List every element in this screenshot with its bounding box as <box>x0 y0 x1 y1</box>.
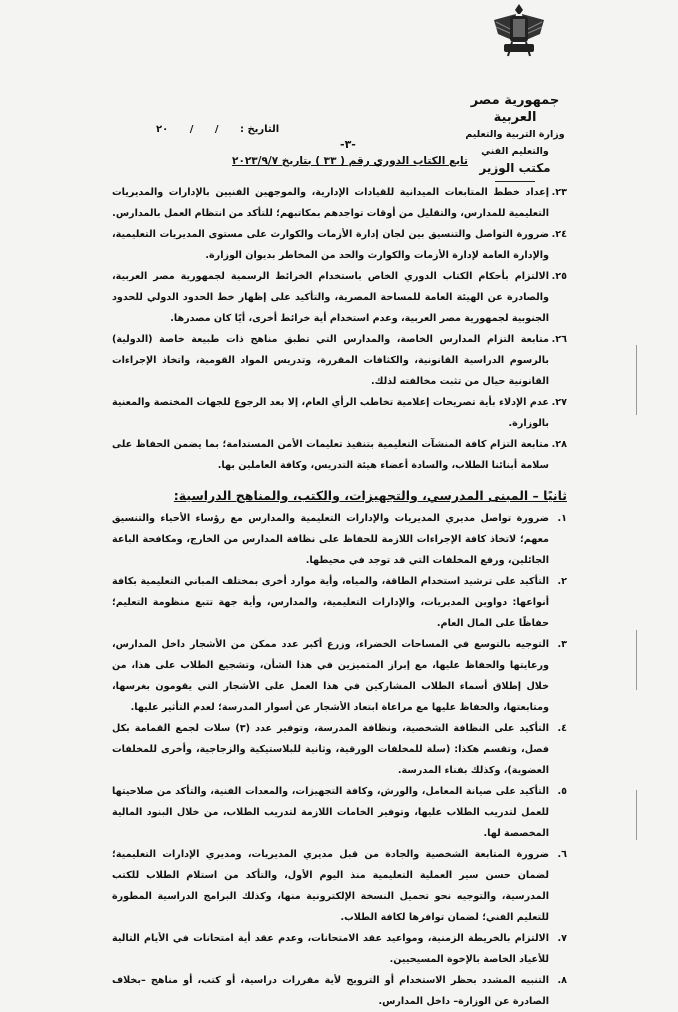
list-item-text: التأكيد على النظافة الشخصية، ونظافة المدرسة، وتوفير عدد (٣) سلات لجمع القمامة بكل فصل، وتقسم هكذا: (سلة للمخلفات الورقية، وثانية للبلاستيكية والزجاجية، وأخرى للمخلفات العضوية)، وكذلك بفناء المدرسة. <box>112 723 549 776</box>
list-item-number: ٢٧. <box>551 397 567 408</box>
list-item-number: ٥. <box>557 786 567 797</box>
list-item-number: ٣. <box>557 639 567 650</box>
list-item-text: التوجيه بالتوسع في المساحات الخضراء، وزرع أكبر عدد ممكن من الأشجار داخل المدارس، ورعايتها والحفاظ عليها، مع إبراز المتميزين في هذا الشأن، وتشجيع الطلاب على هذا، من خلال إطلاق أسماء الطلاب المشاركين في هذا العمل على الأشجار التي يقومون بغرسها، ومتابعتها، والحفاظ عليها مع مراعاة ابتعاد الأشجار عن أسوار المدرسة؛ لعدم التأثير عليها. <box>112 639 549 713</box>
date-line <box>138 124 279 135</box>
list-item-number: ٦. <box>557 849 567 860</box>
date-year: ٢٠ <box>156 124 169 135</box>
list-item-number: ٢٦. <box>551 334 567 345</box>
date-sep-1: / <box>214 124 219 135</box>
document-subtitle: تابع الكتاب الدوري رقم ( ٣٣ ) بتاريخ ٢٠٢٣/٩/٧ <box>232 155 468 167</box>
list-item-text: متابعة التزام المدارس الخاصة، والمدارس التي تطبق مناهج ذات طبيعة خاصة (الدولية) بالرسوم الدراسية القانونية، والكثافات المقررة، وتدريس المواد القومية، واتخاذ الإجراءات القانونية حيال من تثبت مخالفته لذلك. <box>112 334 549 387</box>
list-item-text: التنبيه المشدد بحظر الاستخدام أو الترويج لأية مقررات دراسية، أو كتب، أو مناهج –بخلاف الصادرة عن الوزارة– داخل المدارس. <box>112 975 549 1007</box>
letterhead <box>455 92 575 182</box>
list-item-number: ٧. <box>557 933 567 944</box>
list-item-text: التأكيد على صيانة المعامل، والورش، وكافة التجهيزات، والمعدات الفنية، والتأكد من صلاحيتها للعمل لتدريب الطلاب عليها، وتوفير الخامات اللازمة لتدريب الطلاب، من خلال البنود المالية المخصصة لها. <box>112 786 549 839</box>
list-item-text: التأكيد على ترشيد استخدام الطاقة، والمياه، وأية موارد أخرى بمختلف المباني التعليمية بكافة أنواعها: دواوين المديريات، والإدارات التعليمية، والمدارس، وأية جهة تتبع منظومة التعليم؛ حفاظًا على المال العام. <box>112 576 549 629</box>
list-item <box>112 718 567 781</box>
date-sep-2: / <box>189 124 194 135</box>
items-part-1 <box>112 182 567 476</box>
list-item-number: ٢. <box>557 576 567 587</box>
section-heading: ثانيًا – المبنى المدرسي، والتجهيزات، والكتب، والمناهج الدراسية: <box>173 488 567 503</box>
list-item <box>112 434 567 476</box>
list-item-number: ٢٣. <box>551 187 567 198</box>
page-number: -٣- <box>340 138 356 151</box>
list-item-number: ٢٥. <box>551 271 567 282</box>
list-item-text: ضرورة التواصل والتنسيق بين لجان إدارة الأزمات والكوارث على مستوى المديريات التعليمية، والإدارة العامة لإدارة الأزمات والكوارث والحد من المخاطر بديوان الوزارة. <box>112 229 549 261</box>
list-item-text: الالتزام بالخريطة الزمنية، ومواعيد عقد الامتحانات، وعدم عقد أية امتحانات في الأيام التالية للأعياد الخاصة بالإخوة المسيحيين. <box>112 933 549 965</box>
list-item <box>112 970 567 1012</box>
list-item-text: الالتزام بأحكام الكتاب الدوري الخاص باستخدام الخرائط الرسمية لجمهورية مصر العربية، والصادرة عن الهيئة العامة للمساحة المصرية، والتأكيد على إظهار خط الحدود الدولي للحدود الجنوبية لجمهورية مصر العربية، وعدم استخدام أية خرائط أخرى، أيًا كان مصدرها. <box>112 271 549 324</box>
document-body <box>112 182 567 1012</box>
letterhead-country: جمهورية مصر العربية <box>470 93 560 125</box>
list-item <box>112 224 567 266</box>
list-item <box>112 571 567 634</box>
list-item <box>112 781 567 844</box>
scan-margin-mark <box>636 630 637 690</box>
list-item <box>112 182 567 224</box>
list-item <box>112 634 567 718</box>
egypt-eagle-emblem-icon <box>490 0 548 62</box>
letterhead-ministry: وزارة التربية والتعليم والتعليم الفني <box>465 129 565 157</box>
letterhead-office: مكتب الوزير <box>479 161 551 175</box>
list-item <box>112 508 567 571</box>
list-item <box>112 928 567 970</box>
list-item <box>112 329 567 392</box>
list-item <box>112 844 567 928</box>
scan-margin-mark <box>636 790 637 840</box>
scan-margin-mark <box>636 345 637 415</box>
list-item-text: متابعة التزام كافة المنشآت التعليمية بتنفيذ تعليمات الأمن المستدامة؛ بما يضمن الحفاظ على سلامة أبنائنا الطلاب، والسادة أعضاء هيئة التدريس، وكافة العاملين بها. <box>112 439 549 471</box>
list-item-number: ١. <box>557 513 567 524</box>
list-item-text: إعداد خطط المتابعات الميدانية للقيادات الإدارية، والموجهين الفنيين بالإدارات والمديريات التعليمية للمدارس، والتقليل من أوقات تواجدهم بمكاتبهم؛ للتأكد من انتظام العمل بالمدارس. <box>112 187 549 219</box>
list-item-text: ضرورة تواصل مديري المديريات والإدارات التعليمية والمدارس مع رؤساء الأحياء والتنسيق معهم؛ لاتخاذ كافة الإجراءات اللازمة للحفاظ على نظافة المدارس من الخارج، ومكافحة الباعة الجائلين، ورفع المخلفات التي قد توجد في محيطها. <box>112 513 549 566</box>
items-part-2 <box>112 508 567 1012</box>
list-item-number: ٨. <box>557 975 567 986</box>
list-item-number: ٢٨. <box>551 439 567 450</box>
list-item-text: عدم الإدلاء بأية تصريحات إعلامية تخاطب الرأي العام، إلا بعد الرجوع للجهات المختصة والمعنية بالوزارة. <box>112 397 549 429</box>
list-item <box>112 266 567 329</box>
list-item-text: ضرورة المتابعة الشخصية والجادة من قبل مديري المديريات، ومديري الإدارات التعليمية؛ لضمان حسن سير العملية التعليمية منذ اليوم الأول، والتأكد من استلام الطلاب للكتب المدرسية، والتوجيه نحو تحميل النسخة الإلكترونية منها، وكذلك البرامج الدراسية المطورة للتعليم الفني؛ لضمان توافرها لكافة الطلاب. <box>112 849 549 923</box>
date-label: التاريخ : <box>239 124 280 135</box>
list-item <box>112 392 567 434</box>
list-item-number: ٤. <box>557 723 567 734</box>
list-item-number: ٢٤. <box>551 229 567 240</box>
